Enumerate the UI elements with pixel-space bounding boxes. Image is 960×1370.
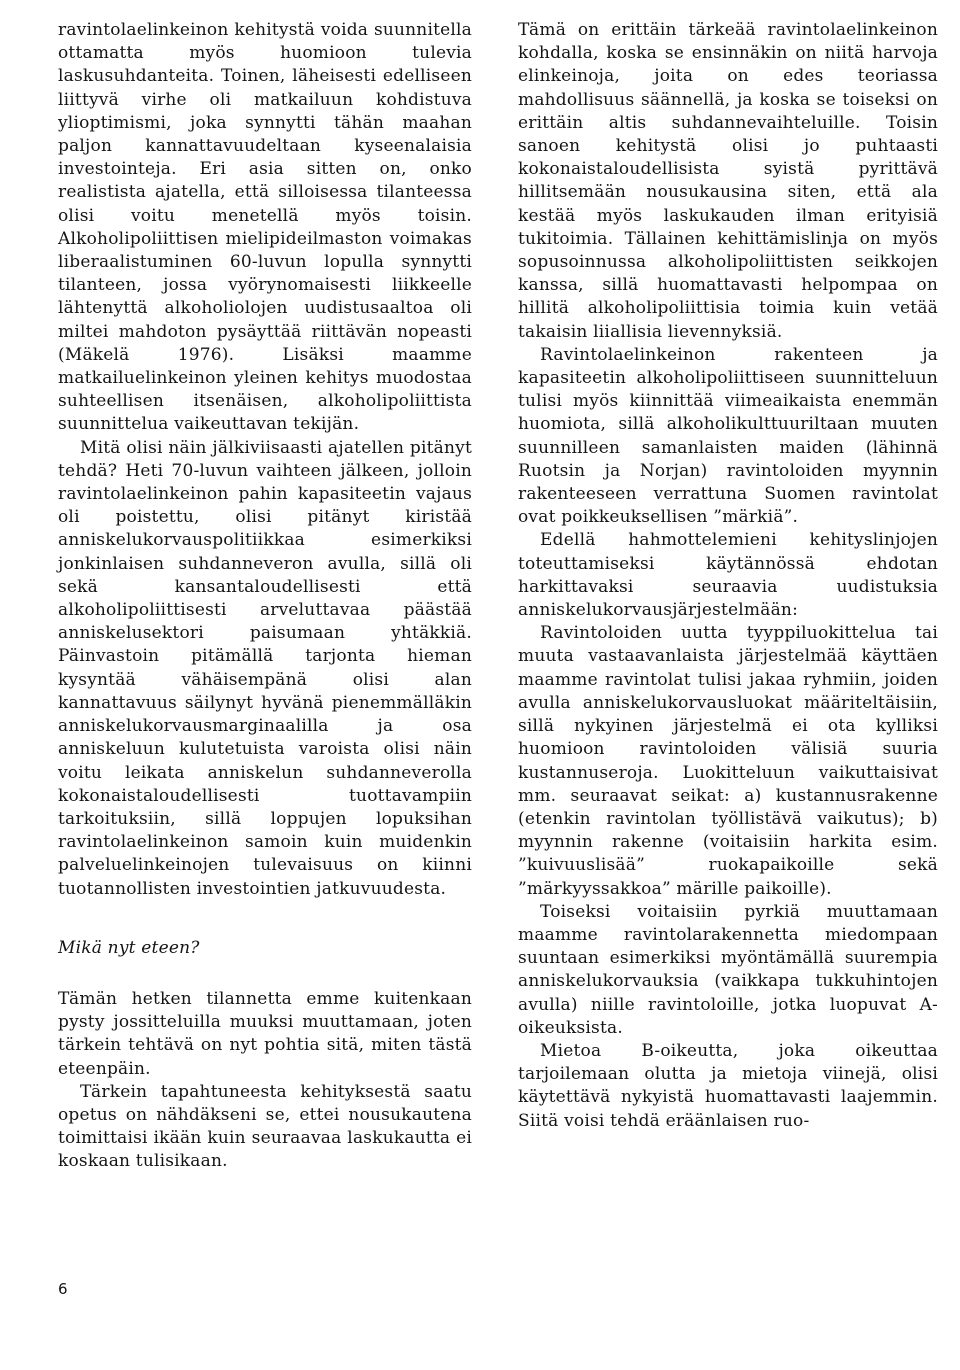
paragraph: Tämä on erittäin tärkeää ravintolaelinkeinon kohdalla, koska se ensinnäkin on niitä harvoja elinkeinoja, joita on edes teoriassa mahdollisuus säännellä, ja koska se toiseksi on erittäin altis suhdannevaihteluille. Toisin sanoen kehitystä olisi jo puhtaasti kokonaistaloudellisista syistä pyrittävä hillitsemään nousukausina siten, että ala kestää myös laskukauden ilman erityisiä tukitoimia. Tällainen kehittämislinja on myös sopusoinnussa alkoholipoliittisten seikkojen kanssa, sillä huomattavasti helpompaa on hillitä alkoholipoliittisia toimia kuin vetää takaisin liiallisia lievennyksiä. [518,20,938,342]
left-column [58,19,472,1174]
right-column [518,19,938,1133]
paragraph: Ravintolaelinkeinon rakenteen ja kapasiteetin alkoholipoliittiseen suunnitteluun tulisi myös kiinnittää viimeaikaista enemmän huomiota, sillä alkoholikulttuuriltaan muuten suunnilleen samanlaisten maiden (lähinnä Ruotsin ja Norjan) ravintoloiden myynnin rakenteeseen verrattuna Suomen ravintolat ovat poikkeuksellisen ”märkiä”. [518,344,938,528]
paragraph: Toiseksi voitaisiin pyrkiä muuttamaan maamme ravintolarakennetta miedompaan suuntaan esimerkiksi myöntämällä suurempia anniskelukorvauksia (vaikkapa tukkuhintojen avulla) niille ravintoloille, jotka luopuvat A-oikeuksista. [518,901,938,1038]
paragraph: Tärkein tapahtuneesta kehityksestä saatu opetus on nähdäkseni se, ettei nousukautena toimittaisi ikään kuin seuraavaa laskukautta ei koskaan tulisikaan. [58,1081,472,1172]
paragraph-continued: ravintolaelinkeinon kehitystä voida suunnitella ottamatta myös huomioon tulevia laskusuhdanteita. Toinen, läheisesti edelliseen liittyvä virhe oli matkailuun kohdistuva ylioptimismi, joka synnytti tähän maahan paljon kannattavuudeltaan kyseenalaisia investointeja. Eri asia sitten on, onko realistista ajatella, että silloisessa tilanteessa olisi voitu menetellä myös toisin. Alkoholipoliittisen mielipideilmaston voimakas liberaalistuminen 60-luvun lopulla synnytti tilanteen, jossa vyörynomaisesti liikkeelle lähtenyttä alkoholiolojen uudistusaaltoa oli miltei mahdoton pysäyttää riittävän nopeasti (Mäkelä 1976). Lisäksi maamme matkailuelinkeinon yleinen kehitys muodostaa suhteellisen itsenäisen, alkoholipoliittista suunnittelua vaikeuttavan tekijän. [58,20,472,435]
section-heading: Mikä nyt eteen? [58,937,200,958]
paragraph: Mitä olisi näin jälkiviisaasti ajatellen pitänyt tehdä? Heti 70-luvun vaihteen jälkeen, jolloin ravintolaelinkeinon pahin kapasiteetin vajaus oli poistettu, olisi pitänyt kiristää anniskelukorvauspolitiikkaa esimerkiksi jonkinlaisen suhdanneveron avulla, sillä oli sekä kansantaloudellisesti että alkoholipoliittisesti arveluttavaa päästää anniskelusektori paisumaan yhtäkkiä. Päinvastoin pitämällä tarjonta hieman kysyntää vähäisempänä olisi alan kannattavuus säilynyt hyvänä pienemmälläkin anniskelukorvausmarginaalilla ja osa anniskeluun kulutetuista varoista olisi näin voitu leikata anniskelun suhdanneverolla kokonaistaloudellisesti tuottavampiin tarkoituksiin, sillä loppujen lopuksihan ravintolaelinkeinon samoin kuin muidenkin palveluelinkeinojen tulevaisuus on kiinni tuotannollisten investointien jatkuvuudesta. [58,437,472,899]
paragraph: Edellä hahmottelemieni kehityslinjojen toteuttamiseksi käytännössä ehdotan harkittavaksi seuraavia uudistuksia anniskelukorvausjärjestelmään: [518,530,938,621]
page-number: 6 [58,1280,68,1298]
paragraph: Tämän hetken tilannetta emme kuitenkaan pysty jossitteluilla muuksi muuttamaan, joten tärkein tehtävä on nyt pohtia sitä, miten tästä eteenpäin. [58,988,472,1079]
paragraph: Mietoa B-oikeutta, joka oikeuttaa tarjoilemaan olutta ja mietoja viinejä, olisi käytettävä nykyistä huomattavasti laajemmin. Siitä voisi tehdä eräänlaisen ruo- [518,1040,938,1131]
paragraph: Ravintoloiden uutta tyyppiluokittelua tai muuta vastaavanlaista järjestelmää käyttäen maamme ravintolat tulisi jakaa ryhmiin, joiden avulla anniskelukorvausluokat määriteltäisiin, sillä nykyinen järjestelmä ei ota kylliksi huomioon ravintoloiden välisiä suuria kustannuseroja. Luokitteluun vaikuttaisivat mm. seuraavat seikat: a) kustannusrakenne (etenkin ravintolan työllistävä vaikutus); b) myynnin rakenne (voitaisiin harkita esim. ”kuivuuslisää” ruokapaikoille sekä ”märkyyssakkoa” märille paikoille). [518,623,938,899]
